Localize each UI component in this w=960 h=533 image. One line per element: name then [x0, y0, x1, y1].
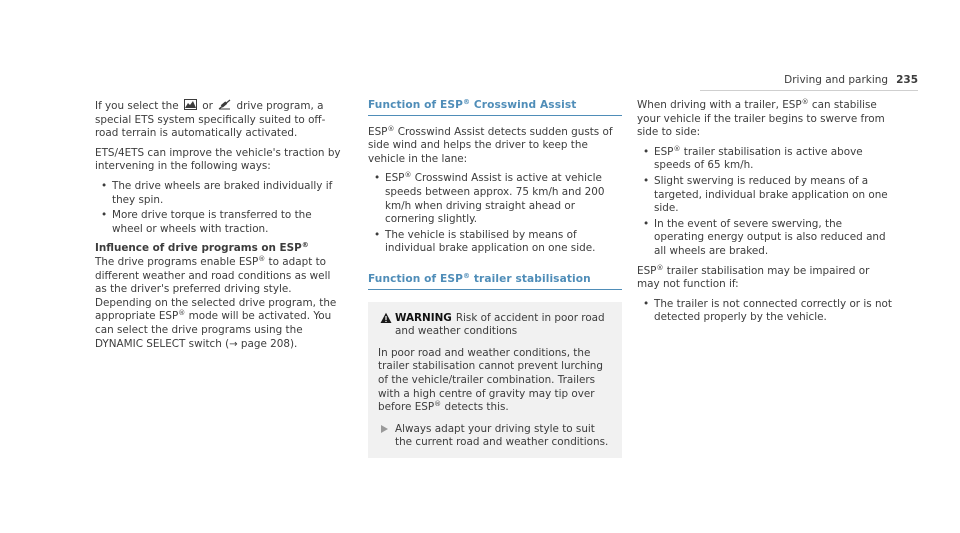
- section-title-crosswind: Function of ESP® Crosswind Assist: [368, 99, 622, 116]
- section-name: Driving and parking: [784, 74, 889, 86]
- warning-triangle-icon: [380, 312, 392, 324]
- warning-action: Always adapt your driving style to suit the current road and weather conditions.: [378, 423, 612, 450]
- page-reference-link[interactable]: (→ page 208).: [225, 337, 298, 350]
- trailer-intro-paragraph: When driving with a trailer, ESP® can stabilise your vehicle if the trailer begins to swerve from side to side:: [637, 98, 885, 139]
- section-title-trailer: Function of ESP® trailer stabilisation: [368, 273, 622, 290]
- trailer-list: [637, 146, 895, 259]
- crosswind-paragraph: ESP® Crosswind Assist detects sudden gusts of side wind and helps the driver to keep the vehicle in the lane:: [368, 124, 613, 165]
- warning-body: In poor road and weather conditions, the trailer stabilisation cannot prevent lurching of the vehicle/trailer combination. Trailers with a high centre of gravity may tip over before ESP® detects this.: [378, 346, 603, 414]
- list-item: • More drive torque is transferred to the wheel or wheels with traction.: [95, 209, 345, 236]
- subheading: Influence of drive programs on ESP®: [95, 241, 309, 255]
- traction-list: [95, 180, 345, 236]
- column-left: [95, 99, 345, 357]
- page-header: [784, 74, 918, 88]
- intro-paragraph: If you select the or drive program, a special ETS system specifically suited to off-road terrain is automatically activated.: [95, 100, 326, 140]
- warning-heading: WARNING Risk of accident in poor road and weather conditions: [378, 312, 612, 339]
- cross-reference-arrow-icon: →: [229, 338, 238, 350]
- impaired-paragraph: ESP® trailer stabilisation may be impaired or may not function if:: [637, 263, 870, 291]
- list-item: • The trailer is not connected correctly or is not detected properly by the vehicle.: [637, 298, 895, 325]
- list-item: • ESP® trailer stabilisation is active above speeds of 65 km/h.: [637, 146, 895, 173]
- drive-programs-paragraph: The drive programs enable ESP® to adapt to different weather and road conditions as well as the driver's preferred driving style. Depending on the selected drive program, the appropriate ESP® mode will be activated. You can select the drive programs using the DYNAMIC SELECT switch (→ page 208).: [95, 254, 337, 350]
- off-road-terrain-icon: [184, 99, 197, 110]
- action-arrow-icon: [381, 425, 388, 433]
- header-divider: [700, 90, 918, 91]
- page-number: 235: [896, 74, 918, 86]
- column-right: [637, 99, 895, 331]
- list-item: • ESP® Crosswind Assist is active at vehicle speeds between approx. 75 km/h and 200 km/h when driving straight ahead or cornering slightly.: [368, 172, 622, 226]
- traction-paragraph: ETS/4ETS can improve the vehicle's traction by intervening in the following ways:: [95, 146, 341, 173]
- impaired-list: [637, 298, 895, 325]
- off-road-slope-icon: [218, 99, 231, 110]
- column-middle: [368, 99, 622, 458]
- list-item: • Slight swerving is reduced by means of a targeted, individual brake application on one side.: [637, 175, 895, 216]
- warning-label: WARNING: [395, 311, 452, 324]
- list-item: • The vehicle is stabilised by means of individual brake application on one side.: [368, 229, 622, 256]
- warning-box: [368, 302, 622, 458]
- crosswind-list: [368, 172, 622, 256]
- list-item: • The drive wheels are braked individually if they spin.: [95, 180, 345, 207]
- list-item: • In the event of severe swerving, the operating energy output is also reduced and all wheels are braked.: [637, 218, 895, 259]
